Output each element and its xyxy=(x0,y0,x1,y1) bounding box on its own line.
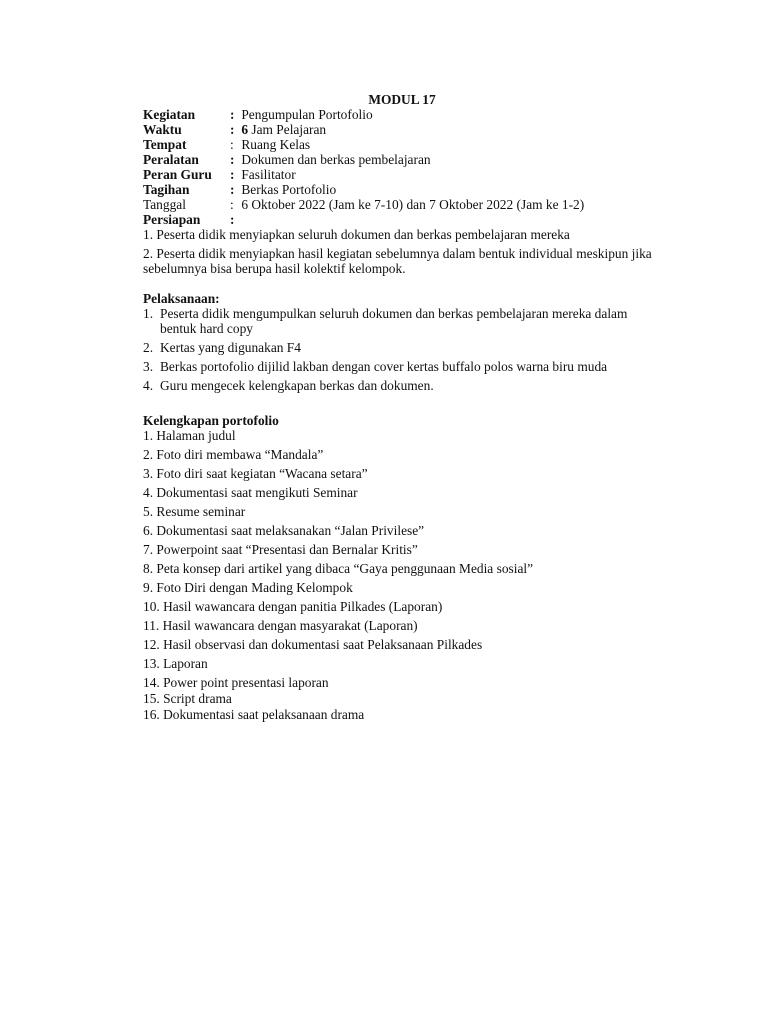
info-row-kegiatan xyxy=(143,107,703,122)
document-page xyxy=(143,92,703,722)
info-colon: : xyxy=(230,107,235,122)
list-item xyxy=(143,306,663,336)
list-item-text: Guru mengecek kelengkapan berkas dan dokumen. xyxy=(160,378,434,393)
persiapan-item: 2. Peserta didik menyiapkan hasil kegiatan sebelumnya dalam bentuk individual meskipun jika sebelumnya bisa berupa hasil kolektif kelompok. xyxy=(143,246,652,276)
info-row-tagihan xyxy=(143,182,703,197)
info-label: Tagihan xyxy=(143,182,190,197)
info-value: Pengumpulan Portofolio xyxy=(238,107,373,122)
info-value: 6 Oktober 2022 (Jam ke 7-10) dan 7 Oktober 2022 (Jam ke 1-2) xyxy=(238,197,585,212)
info-row-tanggal xyxy=(143,197,703,212)
list-item-number: 3. xyxy=(143,359,154,374)
list-item-number: 2. xyxy=(143,340,154,355)
list-item-number: 1. xyxy=(143,306,154,321)
list-item-text: Peserta didik mengumpulkan seluruh dokumen dan berkas pembelajaran mereka dalam bentuk hard copy xyxy=(160,306,628,336)
info-label: Tempat xyxy=(143,137,187,152)
info-block xyxy=(143,107,703,227)
info-row-tempat xyxy=(143,137,703,152)
list-item: 6. Dokumentasi saat melaksanakan “Jalan Privilese” xyxy=(143,523,425,538)
info-label: Tanggal xyxy=(143,197,186,212)
list-item xyxy=(143,378,663,393)
info-value: Dokumen dan berkas pembelajaran xyxy=(238,152,431,167)
module-title: MODUL 17 xyxy=(368,92,436,107)
info-row-peralatan xyxy=(143,152,703,167)
persiapan-list xyxy=(143,227,703,276)
info-colon: : xyxy=(230,137,234,152)
list-item: 16. Dokumentasi saat pelaksanaan drama xyxy=(143,707,365,722)
list-item: 2. Foto diri membawa “Mandala” xyxy=(143,447,324,462)
info-colon: : xyxy=(230,152,235,167)
list-item: 14. Power point presentasi laporan xyxy=(143,675,329,690)
info-row-persiapan xyxy=(143,212,703,227)
list-item-number: 4. xyxy=(143,378,154,393)
info-row-peran-guru xyxy=(143,167,703,182)
info-colon: : xyxy=(230,122,235,137)
info-label: Kegiatan xyxy=(143,107,196,122)
list-item-text: Kertas yang digunakan F4 xyxy=(160,340,301,355)
list-item: 1. Halaman judul xyxy=(143,428,236,443)
info-colon: : xyxy=(230,212,235,227)
pelaksanaan-heading: Pelaksanaan: xyxy=(143,291,220,306)
list-item: 5. Resume seminar xyxy=(143,504,246,519)
kelengkapan-heading: Kelengkapan portofolio xyxy=(143,413,279,428)
info-value: Berkas Portofolio xyxy=(238,182,337,197)
list-item xyxy=(143,340,663,355)
list-item: 3. Foto diri saat kegiatan “Wacana setara” xyxy=(143,466,368,481)
info-value: Ruang Kelas xyxy=(238,137,311,152)
pelaksanaan-list xyxy=(143,306,703,393)
list-item: 4. Dokumentasi saat mengikuti Seminar xyxy=(143,485,358,500)
info-colon: : xyxy=(230,197,234,212)
info-row-waktu xyxy=(143,122,703,137)
list-item: 8. Peta konsep dari artikel yang dibaca “Gaya penggunaan Media sosial” xyxy=(143,561,534,576)
list-item-text: Berkas portofolio dijilid lakban dengan cover kertas buffalo polos warna biru muda xyxy=(160,359,608,374)
info-label: Peran Guru xyxy=(143,167,212,182)
list-item: 9. Foto Diri dengan Mading Kelompok xyxy=(143,580,353,595)
list-item: 10. Hasil wawancara dengan panitia Pilkades (Laporan) xyxy=(143,599,443,614)
list-item: 7. Powerpoint saat “Presentasi dan Bernalar Kritis” xyxy=(143,542,418,557)
list-item: 15. Script drama xyxy=(143,691,232,706)
info-colon: : xyxy=(230,182,235,197)
info-label: Waktu xyxy=(143,122,182,137)
info-value: Fasilitator xyxy=(238,167,296,182)
info-label: Peralatan xyxy=(143,152,199,167)
info-label: Persiapan xyxy=(143,212,201,227)
list-item: 12. Hasil observasi dan dokumentasi saat Pelaksanaan Pilkades xyxy=(143,637,483,652)
info-number: 6 xyxy=(238,122,249,137)
info-value: Jam Pelajaran xyxy=(248,122,327,137)
info-colon: : xyxy=(230,167,235,182)
kelengkapan-list xyxy=(143,428,703,722)
list-item: 13. Laporan xyxy=(143,656,208,671)
list-item xyxy=(143,359,663,374)
list-item: 11. Hasil wawancara dengan masyarakat (Laporan) xyxy=(143,618,418,633)
persiapan-item: 1. Peserta didik menyiapkan seluruh dokumen dan berkas pembelajaran mereka xyxy=(143,227,570,242)
